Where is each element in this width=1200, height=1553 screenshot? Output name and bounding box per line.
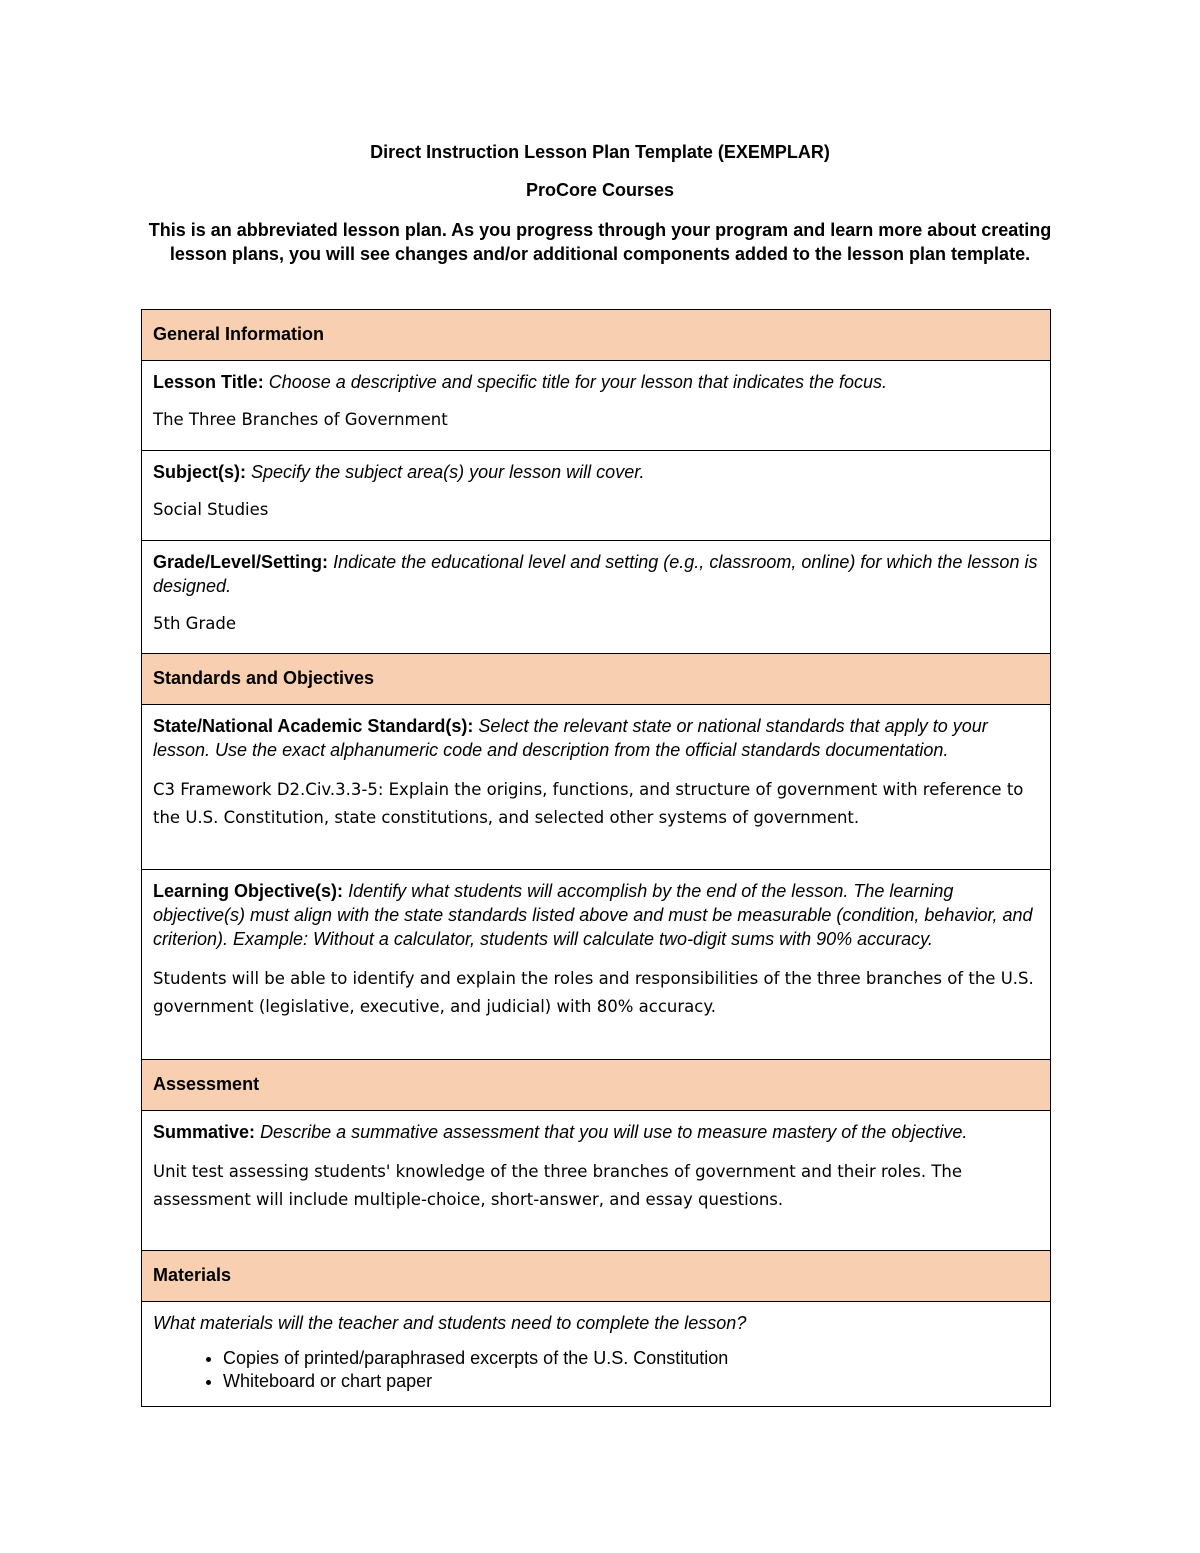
list-item: • Copies of printed/paraphrased excerpts of the U.S. Constitution	[223, 1347, 1040, 1370]
lesson-plan-table	[141, 309, 1051, 1407]
field-answer: Students will be able to identify and explain the roles and responsibilities of the three branches of the U.S. government (legislative, executive, and judicial) with 80% accuracy.	[153, 969, 1034, 1016]
section-heading: Materials	[142, 1251, 1051, 1302]
section-heading: General Information	[142, 310, 1051, 361]
field-answer: The Three Branches of Government	[153, 410, 448, 429]
field-hint: Describe a summative assessment that you will use to measure mastery of the objective.	[260, 1122, 968, 1142]
document-title: Direct Instruction Lesson Plan Template (EXEMPLAR)	[370, 142, 830, 162]
field-answer: 5th Grade	[153, 614, 236, 633]
field-lesson-title	[142, 361, 1051, 451]
field-grade-level-setting	[142, 541, 1051, 654]
materials-list	[153, 1347, 1040, 1393]
section-heading: Assessment	[142, 1060, 1051, 1111]
list-item: • Whiteboard or chart paper	[223, 1370, 1040, 1393]
field-label: State/National Academic Standard(s):	[153, 716, 474, 736]
field-label: Lesson Title:	[153, 372, 264, 392]
section-header-assessment	[142, 1060, 1051, 1111]
document-subtitle: ProCore Courses	[525, 180, 675, 200]
field-hint: Select the relevant state or national standards that apply to your lesson. Use the exact alphanumeric code and description from the official standards documentation.	[153, 716, 988, 760]
field-label: Grade/Level/Setting:	[153, 552, 329, 572]
field-learning-objectives	[142, 870, 1051, 1060]
document-note: This is an abbreviated lesson plan. As you progress through your program and learn more about creating lesson plans, you will see changes and/or additional components added to the lesson plan template.	[148, 220, 1052, 264]
field-academic-standards	[142, 705, 1051, 870]
section-header-standards	[142, 654, 1051, 705]
field-subjects	[142, 451, 1051, 541]
field-summative	[142, 1111, 1051, 1251]
field-materials	[142, 1302, 1051, 1407]
field-label: Subject(s):	[153, 462, 247, 482]
field-hint: What materials will the teacher and students need to complete the lesson?	[153, 1313, 747, 1333]
field-hint: Specify the subject area(s) your lesson will cover.	[251, 462, 645, 482]
field-answer: C3 Framework D2.Civ.3.3-5: Explain the origins, functions, and structure of government with reference to the U.S. Constitution, state constitutions, and selected other systems of government.	[153, 780, 1024, 827]
document-header	[140, 140, 1060, 266]
field-label: Summative:	[153, 1122, 256, 1142]
field-hint: Choose a descriptive and specific title for your lesson that indicates the focus.	[268, 372, 888, 392]
field-label: Learning Objective(s):	[153, 881, 344, 901]
field-answer: Unit test assessing students' knowledge of the three branches of government and their roles. The assessment will include multiple-choice, short-answer, and essay questions.	[153, 1162, 963, 1209]
field-hint: Identify what students will accomplish by the end of the lesson. The learning objective(s) must align with the state standards listed above and must be measurable (condition, behavior, and criterion). Example: Without a calculator, students will calculate two-digit sums with 90% accuracy.	[153, 881, 1033, 949]
section-header-general	[142, 310, 1051, 361]
field-answer: Social Studies	[153, 500, 269, 519]
section-header-materials	[142, 1251, 1051, 1302]
section-heading: Standards and Objectives	[142, 654, 1051, 705]
field-hint: Indicate the educational level and setting (e.g., classroom, online) for which the lesson is designed.	[153, 552, 1038, 596]
